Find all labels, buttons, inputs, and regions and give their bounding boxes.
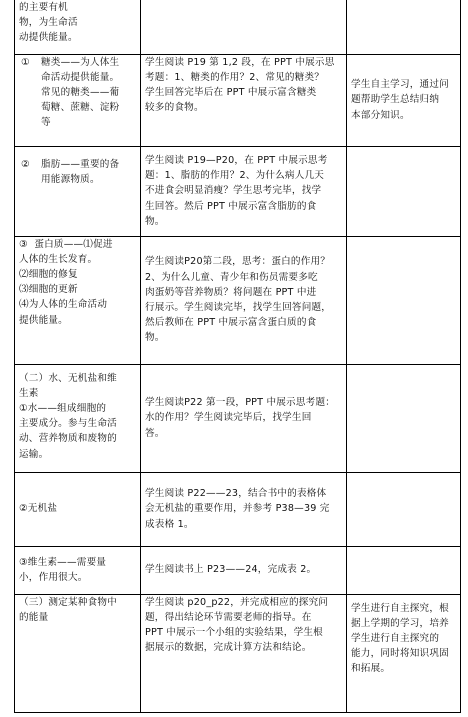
content-text: 的主要有机 物，为生命活 动提供能量。 — [19, 2, 78, 44]
table-row — [15, 146, 461, 236]
content-text: （二）水、无机盐和维 生素 ①水——组成细胞的 主要成分。参与生命活 动、营养物质和废物的 运输。 — [19, 372, 117, 460]
content-text: 糖类——为人体生 命活动提供能量。 常见的糖类——葡 萄糖、蔗糖、淀粉 等 — [41, 56, 120, 129]
activity-cell — [141, 236, 347, 364]
activity-cell — [141, 0, 347, 54]
activity-text: 学生阅读P20第二段，思考：蛋白的作用？ 2、为什么儿童、青少年和伤员需要多吃 肉蛋奶等营养物质？将问题在 PPT 中进 行展示。学生阅读完毕，找学生回答问题， 然后教师在 PPT 中展示富含蛋白质的食 物。 — [145, 256, 332, 344]
table-row — [15, 54, 461, 146]
content-text: ②无机盐 — [19, 503, 58, 515]
table-row — [15, 236, 461, 364]
purpose-cell — [347, 54, 461, 146]
purpose-cell — [347, 364, 461, 472]
content-cell — [15, 146, 141, 236]
table-row — [15, 594, 461, 712]
item-number: ③ — [19, 238, 28, 250]
content-cell — [15, 472, 141, 546]
purpose-cell — [347, 472, 461, 546]
content-cell — [15, 0, 141, 54]
content-cell — [15, 236, 141, 364]
purpose-cell — [347, 0, 461, 54]
activity-text: 学生阅读 p20_p22，并完成相应的探究问 题，得出结论环节需要老师的指导。在 PPT 中展示一个小组的实验结果，学生根 据展示的数据，完成计算方法和结论。 — [145, 596, 329, 654]
content-text: （三）测定某种食物中 的能量 — [19, 596, 117, 623]
activity-text: 学生阅读书上 P23——24，完成表 2。 — [145, 564, 317, 576]
table-row — [15, 546, 461, 594]
content-cell — [15, 364, 141, 472]
activity-cell — [141, 546, 347, 594]
activity-cell — [141, 594, 347, 712]
activity-text: 学生阅读 P19—P20，在 PPT 中展示思考 题：1、脂肪的作用？2、为什么病人几天 不进食会明显消瘦？学生思考完毕，找学 生回答。然后 PPT 中展示富含脂肪的食 物。 — [145, 154, 328, 227]
purpose-cell — [347, 546, 461, 594]
purpose-cell — [347, 146, 461, 236]
purpose-text: 学生进行自主探究，根 据上学期的学习，培养 学生进行自主探究的 能力，同时将知识巩固 和拓展。 — [351, 602, 449, 675]
item-number: ② — [21, 158, 30, 170]
activity-text: 学生阅读P22 第一段，PPT 中展示思考题： 水的作用？学生阅读完毕后，找学生回 答。 — [145, 397, 336, 439]
content-cell — [15, 594, 141, 712]
activity-cell — [141, 146, 347, 236]
activity-text: 学生阅读 P19 第 1,2 段，在 PPT 中展示思 考题：1、糖类的作用？2、常见的糖类？ 学生回答完毕后在 PPT 中展示富含糖类 较多的食物。 — [145, 56, 335, 114]
purpose-cell — [347, 236, 461, 364]
content-cell — [15, 54, 141, 146]
lesson-plan-table — [14, 0, 461, 713]
content-text: ③维生素——需要量 小，作用很大。 — [19, 556, 107, 583]
table-row — [15, 0, 461, 54]
table-row — [15, 472, 461, 546]
activity-text: 学生阅读 P22——23，结合书中的表格体 会无机盐的重要作用，并参考 P38—39 完 成表格 1。 — [145, 488, 330, 530]
item-number: ① — [21, 56, 30, 68]
purpose-text: 学生自主学习，通过问 题帮助学生总结归纳 本部分知识。 — [351, 79, 449, 121]
purpose-cell — [347, 594, 461, 712]
activity-cell — [141, 472, 347, 546]
content-text: 蛋白质——⑴促进 人体的生长发育。 ⑵细胞的修复 ⑶细胞的更新 ⑷为人体的生命活动 提供能量。 — [19, 238, 113, 326]
activity-cell — [141, 54, 347, 146]
content-cell — [15, 546, 141, 594]
activity-cell — [141, 364, 347, 472]
content-text: 脂肪——重要的备 用能源物质。 — [41, 158, 120, 185]
table-row — [15, 364, 461, 472]
